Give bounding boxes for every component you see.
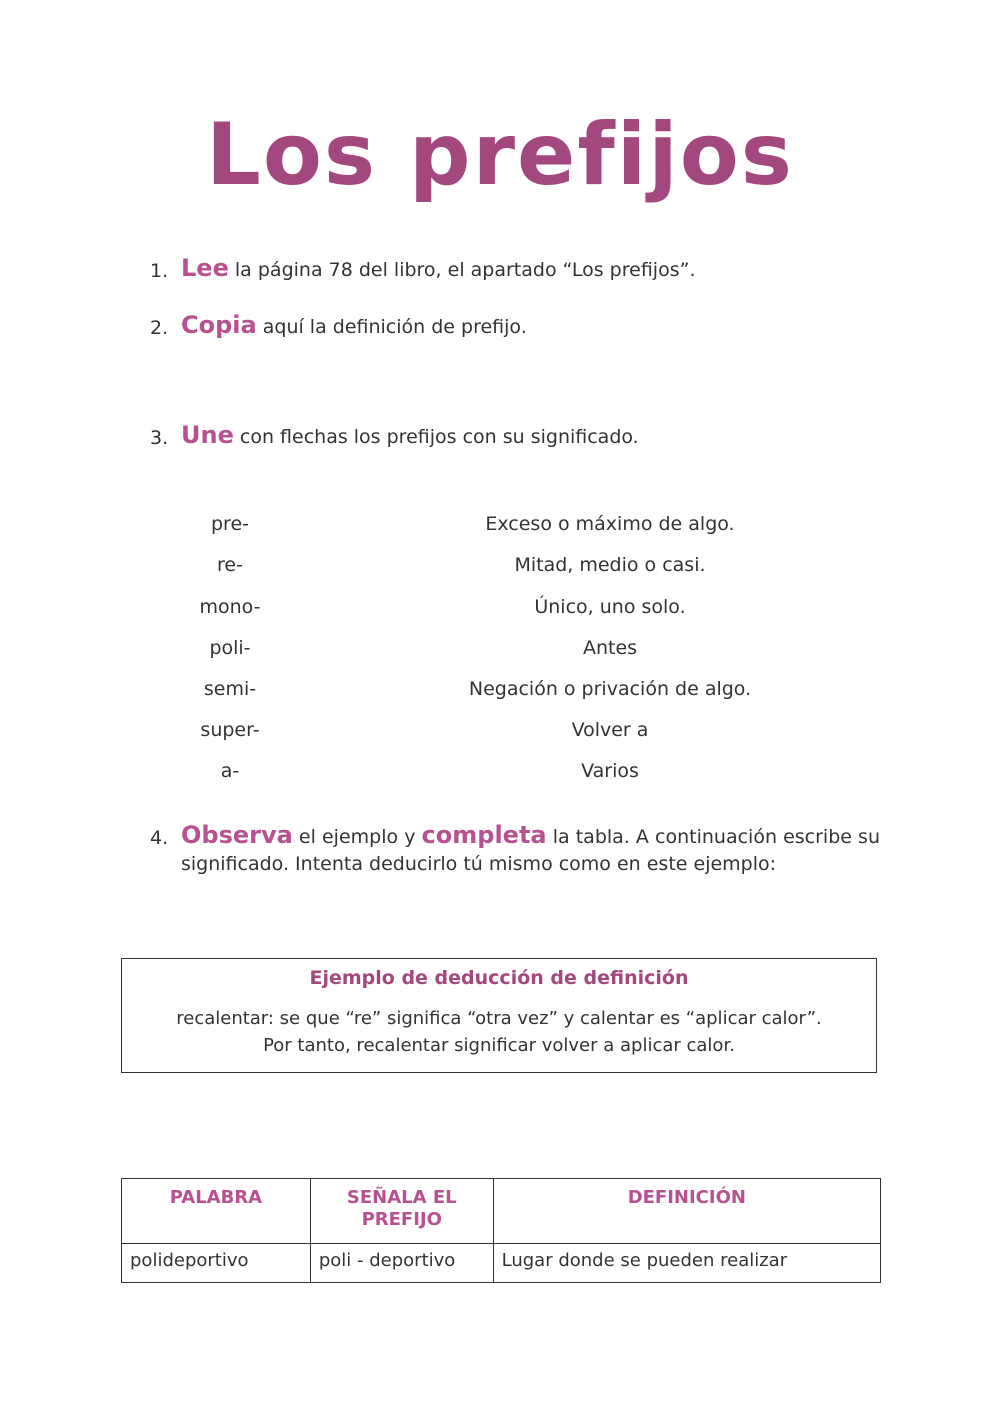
example-title: Ejemplo de deducción de definición bbox=[309, 967, 689, 989]
prefix-item[interactable]: mono- bbox=[199, 596, 261, 618]
step-3 bbox=[150, 422, 880, 451]
match-row bbox=[0, 513, 1000, 543]
match-row bbox=[0, 719, 1000, 749]
step-2 bbox=[150, 312, 880, 341]
page-title: Los prefijos bbox=[206, 105, 794, 205]
step-1 bbox=[150, 255, 880, 284]
meaning-item[interactable]: Antes bbox=[582, 637, 638, 659]
match-row bbox=[0, 678, 1000, 708]
step-number: 4. bbox=[150, 827, 169, 849]
prefix-item[interactable]: semi- bbox=[203, 678, 257, 700]
prefix-item[interactable]: a- bbox=[220, 760, 240, 782]
match-row bbox=[0, 596, 1000, 626]
example-line-1: recalentar: se que “re” significa “otra vez” y calentar es “aplicar calor”. bbox=[176, 1008, 822, 1029]
step-4 bbox=[150, 822, 880, 878]
step-text: el ejemplo y bbox=[292, 826, 422, 848]
step-text-2: la tabla. A continuación escribe su significado. Intenta deducirlo tú mismo como en este ejemplo: bbox=[181, 826, 880, 875]
match-row bbox=[0, 637, 1000, 667]
step-keyword: Lee bbox=[181, 254, 229, 282]
step-number: 2. bbox=[150, 317, 169, 339]
cell-definicion[interactable]: Lugar donde se pueden realizar bbox=[493, 1244, 880, 1283]
cell-palabra[interactable]: polideportivo bbox=[122, 1244, 311, 1283]
prefix-item[interactable]: re- bbox=[217, 554, 243, 576]
meaning-item[interactable]: Exceso o máximo de algo. bbox=[485, 513, 735, 535]
meaning-item[interactable]: Único, uno solo. bbox=[534, 596, 686, 618]
step-text: aquí la definición de prefijo. bbox=[256, 316, 527, 338]
step-keyword: Copia bbox=[181, 311, 257, 339]
step-keyword-2: completa bbox=[421, 821, 547, 849]
match-row bbox=[0, 760, 1000, 790]
header-prefijo: SEÑALA EL PREFIJO bbox=[310, 1179, 493, 1244]
meaning-item[interactable]: Mitad, medio o casi. bbox=[514, 554, 706, 576]
step-keyword: Une bbox=[181, 421, 234, 449]
step-number: 1. bbox=[150, 260, 169, 282]
example-line-2: Por tanto, recalentar significar volver a aplicar calor. bbox=[263, 1035, 735, 1056]
prefix-table bbox=[121, 1178, 881, 1283]
prefix-item[interactable]: super- bbox=[200, 719, 260, 741]
meaning-item[interactable]: Negación o privación de algo. bbox=[468, 678, 752, 700]
prefix-item[interactable]: poli- bbox=[209, 637, 251, 659]
meaning-item[interactable]: Varios bbox=[581, 760, 639, 782]
header-definicion: DEFINICIÓN bbox=[493, 1179, 880, 1244]
step-text: la página 78 del libro, el apartado “Los prefijos”. bbox=[228, 259, 696, 281]
match-row bbox=[0, 554, 1000, 584]
example-text bbox=[122, 1005, 876, 1059]
step-number: 3. bbox=[150, 427, 169, 449]
example-box bbox=[121, 958, 877, 1073]
table-header-row bbox=[122, 1179, 881, 1244]
prefix-item[interactable]: pre- bbox=[211, 513, 249, 535]
step-keyword: Observa bbox=[181, 821, 293, 849]
meaning-item[interactable]: Volver a bbox=[571, 719, 649, 741]
step-text: con flechas los prefijos con su significado. bbox=[233, 426, 639, 448]
cell-prefijo[interactable]: poli - deportivo bbox=[310, 1244, 493, 1283]
header-palabra: PALABRA bbox=[122, 1179, 311, 1244]
table-row bbox=[122, 1244, 881, 1283]
